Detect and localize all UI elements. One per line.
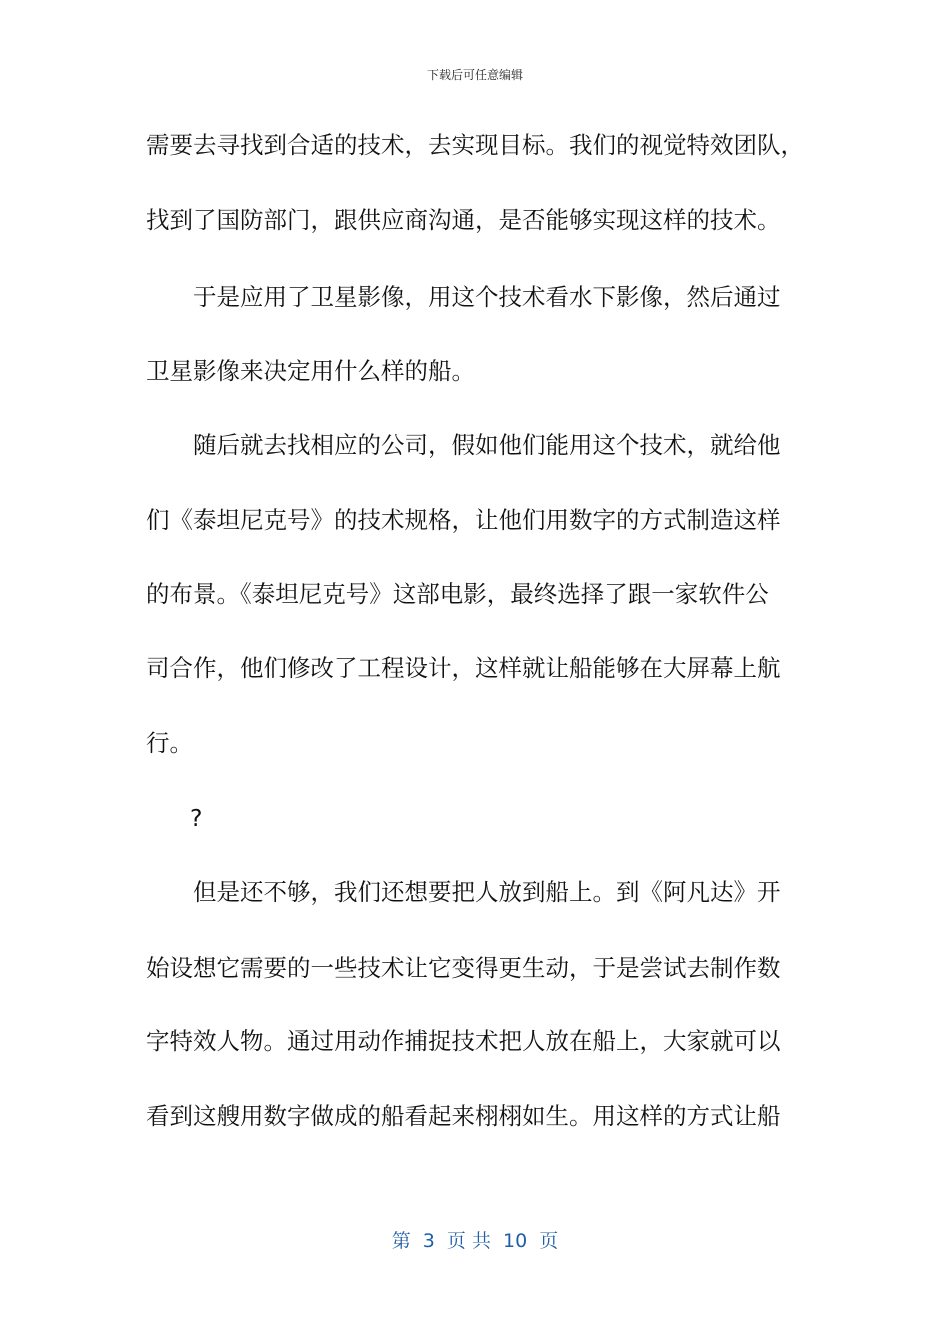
body-line-11: 但是还不够，我们还想要把人放到船上。到《阿凡达》开 — [193, 878, 781, 906]
body-line-8: 司合作，他们修改了工程设计，这样就让船能够在大屏幕上航 — [146, 654, 781, 682]
body-line-13: 字特效人物。通过用动作捕捉技术把人放在船上，大家就可以 — [146, 1027, 781, 1055]
page-number: 第 3 页 共 10 页 — [391, 1230, 559, 1252]
body-line-12: 始设想它需要的一些技术让它变得更生动，于是尝试去制作数 — [146, 954, 781, 982]
body-line-9: 行。 — [146, 729, 193, 757]
body-line-10: ? — [190, 804, 203, 832]
body-line-6: 们《泰坦尼克号》的技术规格，让他们用数字的方式制造这样 — [146, 506, 781, 534]
body-line-1: 需要去寻找到合适的技术，去实现目标。我们的视觉特效团队， — [146, 131, 804, 159]
body-line-3: 于是应用了卫星影像，用这个技术看水下影像，然后通过 — [193, 283, 781, 311]
body-line-5: 随后就去找相应的公司，假如他们能用这个技术，就给他 — [193, 431, 781, 459]
body-line-14: 看到这艘用数字做成的船看起来栩栩如生。用这样的方式让船 — [146, 1102, 781, 1130]
body-line-2: 找到了国防部门，跟供应商沟通，是否能够实现这样的技术。 — [146, 206, 781, 234]
download-edit-note: 下载后可任意编辑 — [426, 68, 523, 82]
body-line-4: 卫星影像来决定用什么样的船。 — [146, 357, 475, 385]
body-line-7: 的布景。《泰坦尼克号》这部电影，最终选择了跟一家软件公 — [146, 580, 769, 608]
